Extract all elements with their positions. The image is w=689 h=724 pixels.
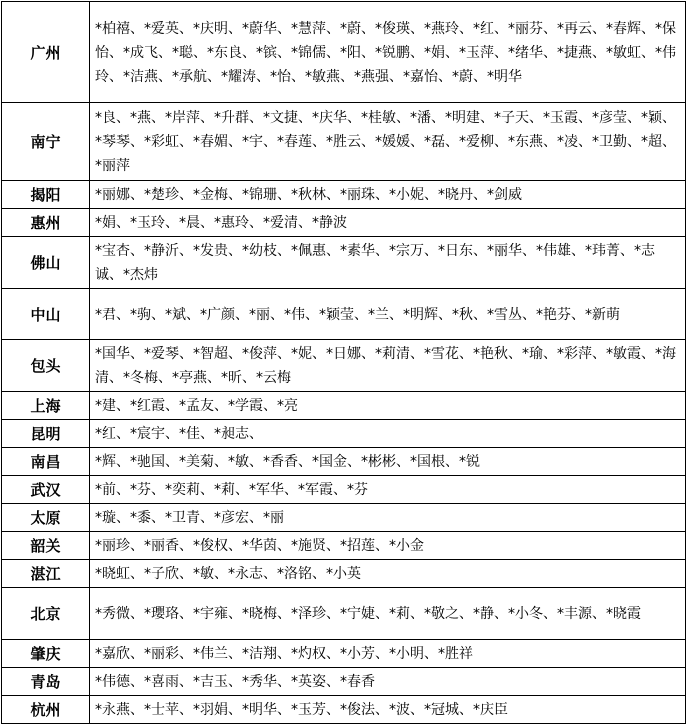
names-cell: *宝杏、*静沂、*发贵、*幼枝、*佩惠、*素华、*宗万、*日东、*丽华、*伟雄、*玮菁、*志诚、*杰炜 bbox=[90, 237, 686, 289]
city-cell: 惠州 bbox=[2, 209, 90, 237]
table-row bbox=[2, 560, 686, 588]
names-cell: *永燕、*士苹、*羽娟、*明华、*玉芳、*俊法、*波、*冠城、*庆臣 bbox=[90, 696, 686, 724]
city-cell: 肇庆 bbox=[2, 640, 90, 668]
table-row bbox=[2, 588, 686, 640]
table-row bbox=[2, 668, 686, 696]
names-cell: *良、*燕、*岸萍、*升群、*文捷、*庆华、*桂敏、*潘、*明建、*子天、*玉霞、*彦莹、*颖、*琴琴、*彩虹、*春媚、*宇、*春莲、*胜云、*媛媛、*磊、*爱柳、*东燕、*凌、*卫勤、*超、*丽萍 bbox=[90, 103, 686, 181]
names-cell: *国华、*爱琴、*智超、*俊萍、*妮、*日娜、*莉清、*雪花、*艳秋、*瑜、*彩萍、*敏霞、*海清、*冬梅、*亭燕、*昕、*云梅 bbox=[90, 340, 686, 392]
names-cell: *秀微、*瓔珞、*宇雍、*晓梅、*泽珍、*宁婕、*莉、*敬之、*静、*小冬、*丰源、*晓霞 bbox=[90, 588, 686, 640]
table-row bbox=[2, 532, 686, 560]
city-cell: 广州 bbox=[2, 2, 90, 103]
table-row bbox=[2, 640, 686, 668]
table-row bbox=[2, 209, 686, 237]
city-cell: 南宁 bbox=[2, 103, 90, 181]
names-cell: *丽珍、*丽香、*俊权、*华茵、*施贤、*招莲、*小金 bbox=[90, 532, 686, 560]
table-row bbox=[2, 237, 686, 289]
names-cell: *柏禧、*爱英、*庆明、*蔚华、*慧萍、*蔚、*俊瑛、*燕玲、*红、*丽芬、*再云、*春辉、*保怡、*成飞、*聪、*东良、*镔、*锦儒、*阳、*锐鹏、*娟、*玉萍、*绪华、*捷燕、*敏虹、*伟玲、*洁燕、*承航、*耀涛、*怡、*敏燕、*燕强、*嘉怡、*蔚、*明华 bbox=[90, 2, 686, 103]
city-cell: 佛山 bbox=[2, 237, 90, 289]
city-cell: 武汉 bbox=[2, 476, 90, 504]
table-row bbox=[2, 340, 686, 392]
city-cell: 包头 bbox=[2, 340, 90, 392]
names-cell: *红、*宸宇、*佳、*昶志、 bbox=[90, 420, 686, 448]
table-row bbox=[2, 420, 686, 448]
names-cell: *娟、*玉玲、*晨、*惠玲、*爱清、*静波 bbox=[90, 209, 686, 237]
table-row bbox=[2, 476, 686, 504]
table-row bbox=[2, 696, 686, 724]
city-cell: 上海 bbox=[2, 392, 90, 420]
table-row bbox=[2, 2, 686, 103]
table-row bbox=[2, 448, 686, 476]
names-cell: *建、*红霞、*孟友、*学霞、*亮 bbox=[90, 392, 686, 420]
names-cell: *君、*驹、*斌、*广颜、*丽、*伟、*颖莹、*兰、*明辉、*秋、*雪丛、*艳芬、*新萌 bbox=[90, 289, 686, 340]
city-cell: 昆明 bbox=[2, 420, 90, 448]
names-cell: *璇、*黍、*卫青、*彦宏、*丽 bbox=[90, 504, 686, 532]
table-row bbox=[2, 504, 686, 532]
table-row bbox=[2, 392, 686, 420]
city-cell: 太原 bbox=[2, 504, 90, 532]
city-cell: 北京 bbox=[2, 588, 90, 640]
names-cell: *晓虹、*子欣、*敏、*永志、*洛铭、*小英 bbox=[90, 560, 686, 588]
city-cell: 揭阳 bbox=[2, 181, 90, 209]
donor-list-table bbox=[1, 1, 686, 724]
city-cell: 中山 bbox=[2, 289, 90, 340]
names-cell: *嘉欣、*丽彩、*伟兰、*洁翔、*灼权、*小芳、*小明、*胜祥 bbox=[90, 640, 686, 668]
names-cell: *丽娜、*楚珍、*金梅、*锦珊、*秋林、*丽珠、*小妮、*晓丹、*剑威 bbox=[90, 181, 686, 209]
table-row bbox=[2, 181, 686, 209]
city-cell: 杭州 bbox=[2, 696, 90, 724]
city-cell: 韶关 bbox=[2, 532, 90, 560]
city-cell: 湛江 bbox=[2, 560, 90, 588]
city-cell: 南昌 bbox=[2, 448, 90, 476]
table-row bbox=[2, 103, 686, 181]
city-cell: 青岛 bbox=[2, 668, 90, 696]
names-cell: *伟德、*喜雨、*吉玉、*秀华、*英姿、*春香 bbox=[90, 668, 686, 696]
names-cell: *辉、*驰国、*美菊、*敏、*香香、*国金、*彬彬、*国根、*锐 bbox=[90, 448, 686, 476]
names-cell: *前、*芬、*奕莉、*莉、*军华、*军霞、*芬 bbox=[90, 476, 686, 504]
table-row bbox=[2, 289, 686, 340]
